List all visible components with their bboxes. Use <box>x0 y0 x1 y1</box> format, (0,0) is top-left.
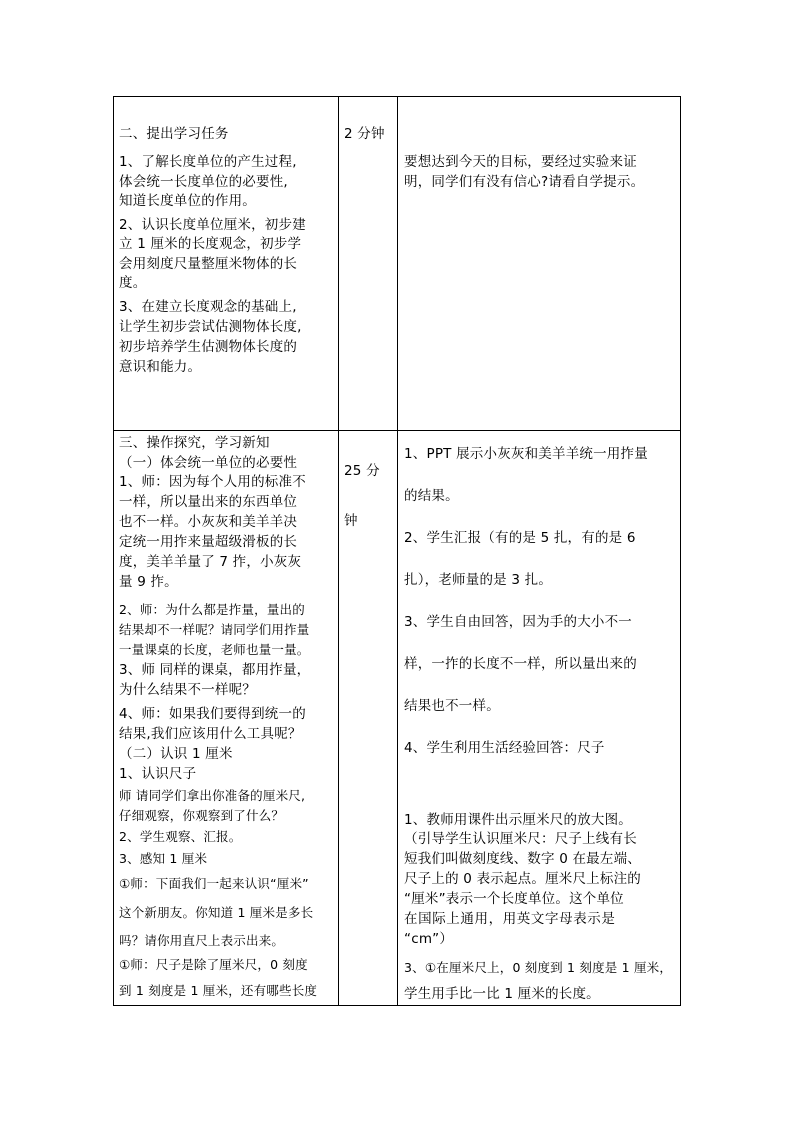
text-line: 1、认识尺子 <box>119 766 197 782</box>
text-line: （引导学生认识厘米尺：尺子上线有长 <box>404 831 637 847</box>
text-line: 4、学生利用生活经验回答：尺子 <box>404 740 605 756</box>
text-line: 也不一样。小灰灰和美羊羊决 <box>119 514 298 530</box>
row1-time: 2 分钟 <box>344 126 385 142</box>
text-line: （一）体会统一单位的必要性 <box>119 455 298 471</box>
text-line: 3、学生自由回答，因为手的大小不一 <box>404 614 632 630</box>
text-line: 3、师 同样的课桌，都用拃量， <box>119 662 311 678</box>
text-line: ①师：尺子是除了厘米尺，0 刻度 <box>119 957 308 972</box>
text-line: ①师：下面我们一起来认识“厘米” <box>119 876 309 891</box>
text-line: 结果却不一样呢？请同学们用拃量 <box>119 622 310 637</box>
text-line: 仔细观察，你观察到了什么？ <box>119 808 285 823</box>
text-line: 的结果。 <box>404 488 459 504</box>
text-line: 要想达到今天的目标，要经过实验来证 <box>404 154 637 170</box>
text-line: “cm”） <box>404 931 454 947</box>
text-line: 扎），老师量的是 3 扎。 <box>404 572 553 588</box>
text-line: 这个新朋友。你知道 1 厘米是多长 <box>119 905 314 920</box>
text-line: （二）认识 1 厘米 <box>119 746 233 762</box>
text-line: 2、师：为什么都是拃量，量出的 <box>119 602 305 617</box>
text-line: 明，同学们有没有信心?请看自学提示。 <box>404 174 645 190</box>
text-line: 在国际上通用，用英文字母表示是 <box>404 911 616 927</box>
text-line: 量 9 拃。 <box>119 574 178 590</box>
text-line: 体会统一长度单位的必要性, <box>119 174 288 190</box>
text-line: 吗？请你用直尺上表示出来。 <box>119 933 285 948</box>
text-line: 为什么结果不一样呢？ <box>119 682 256 698</box>
text-line: 1、了解长度单位的产生过程, <box>119 154 297 170</box>
text-line: 一样，所以量出来的东西单位 <box>119 494 298 510</box>
text-line: 样，一拃的长度不一样，所以量出来的 <box>404 656 637 672</box>
text-line: 定统一用拃来量超级滑板的长 <box>119 534 298 550</box>
text-line: 初步培养学生估测物体长度的 <box>119 339 298 355</box>
text-line: 会用刻度尺量整厘米物体的长 <box>119 256 298 272</box>
text-line: 知道长度单位的作用。 <box>119 193 256 209</box>
text-line: 1、师：因为每个人用的标准不 <box>119 474 306 490</box>
text-line: 度，美羊羊量了 7 拃，小灰灰 <box>119 554 302 570</box>
column-divider-2 <box>397 96 398 1006</box>
table-left-border <box>113 96 114 1006</box>
text-line: 钟 <box>344 513 358 529</box>
text-line: 二、提出学习任务 <box>119 126 229 142</box>
text-line: 尺子上的 0 表示起点。厘米尺上标注的 <box>404 871 641 887</box>
text-line: 到 1 刻度是 1 厘米，还有哪些长度 <box>119 983 318 998</box>
text-line: 度。 <box>119 275 147 291</box>
text-line: 三、操作探究，学习新知 <box>119 435 270 451</box>
text-line: 2、学生观察、汇报。 <box>119 829 242 844</box>
text-line: 2、认识长度单位厘米，初步建 <box>119 217 306 233</box>
text-line: 4、师：如果我们要得到统一的 <box>119 706 306 722</box>
text-line: 短我们叫做刻度线、数字 0 在最左端、 <box>404 851 641 867</box>
text-line: 2、学生汇报（有的是 5 扎，有的是 6 <box>404 530 636 546</box>
text-line: 1、PPT 展示小灰灰和美羊羊统一用拃量 <box>404 446 648 462</box>
table-right-border <box>680 96 681 1006</box>
text-line: 立 1 厘米的长度观念，初步学 <box>119 236 302 252</box>
text-line: 结果,我们应该用什么工具呢？ <box>119 726 302 742</box>
text-line: 师 请同学们拿出你准备的厘米尺, <box>119 788 306 803</box>
column-divider-1 <box>338 96 339 1006</box>
text-line: 意识和能力。 <box>119 359 202 375</box>
text-line: 学生用手比一比 1 厘米的长度。 <box>404 986 600 1002</box>
text-line: 让学生初步尝试估测物体长度, <box>119 319 302 335</box>
text-line: 1、教师用课件出示厘米尺的放大图。 <box>404 812 632 828</box>
text-line: “厘米”表示一个长度单位。这个单位 <box>404 891 624 907</box>
text-line: 3、感知 1 厘米 <box>119 851 208 866</box>
text-line: 一量课桌的长度，老师也量一量。 <box>119 642 310 657</box>
text-line: 结果也不一样。 <box>404 698 500 714</box>
text-line: 3、在建立长度观念的基础上, <box>119 299 297 315</box>
text-line: 25 分 <box>344 463 380 479</box>
text-line: 3、①在厘米尺上，0 刻度到 1 刻度是 1 厘米， <box>404 960 673 975</box>
